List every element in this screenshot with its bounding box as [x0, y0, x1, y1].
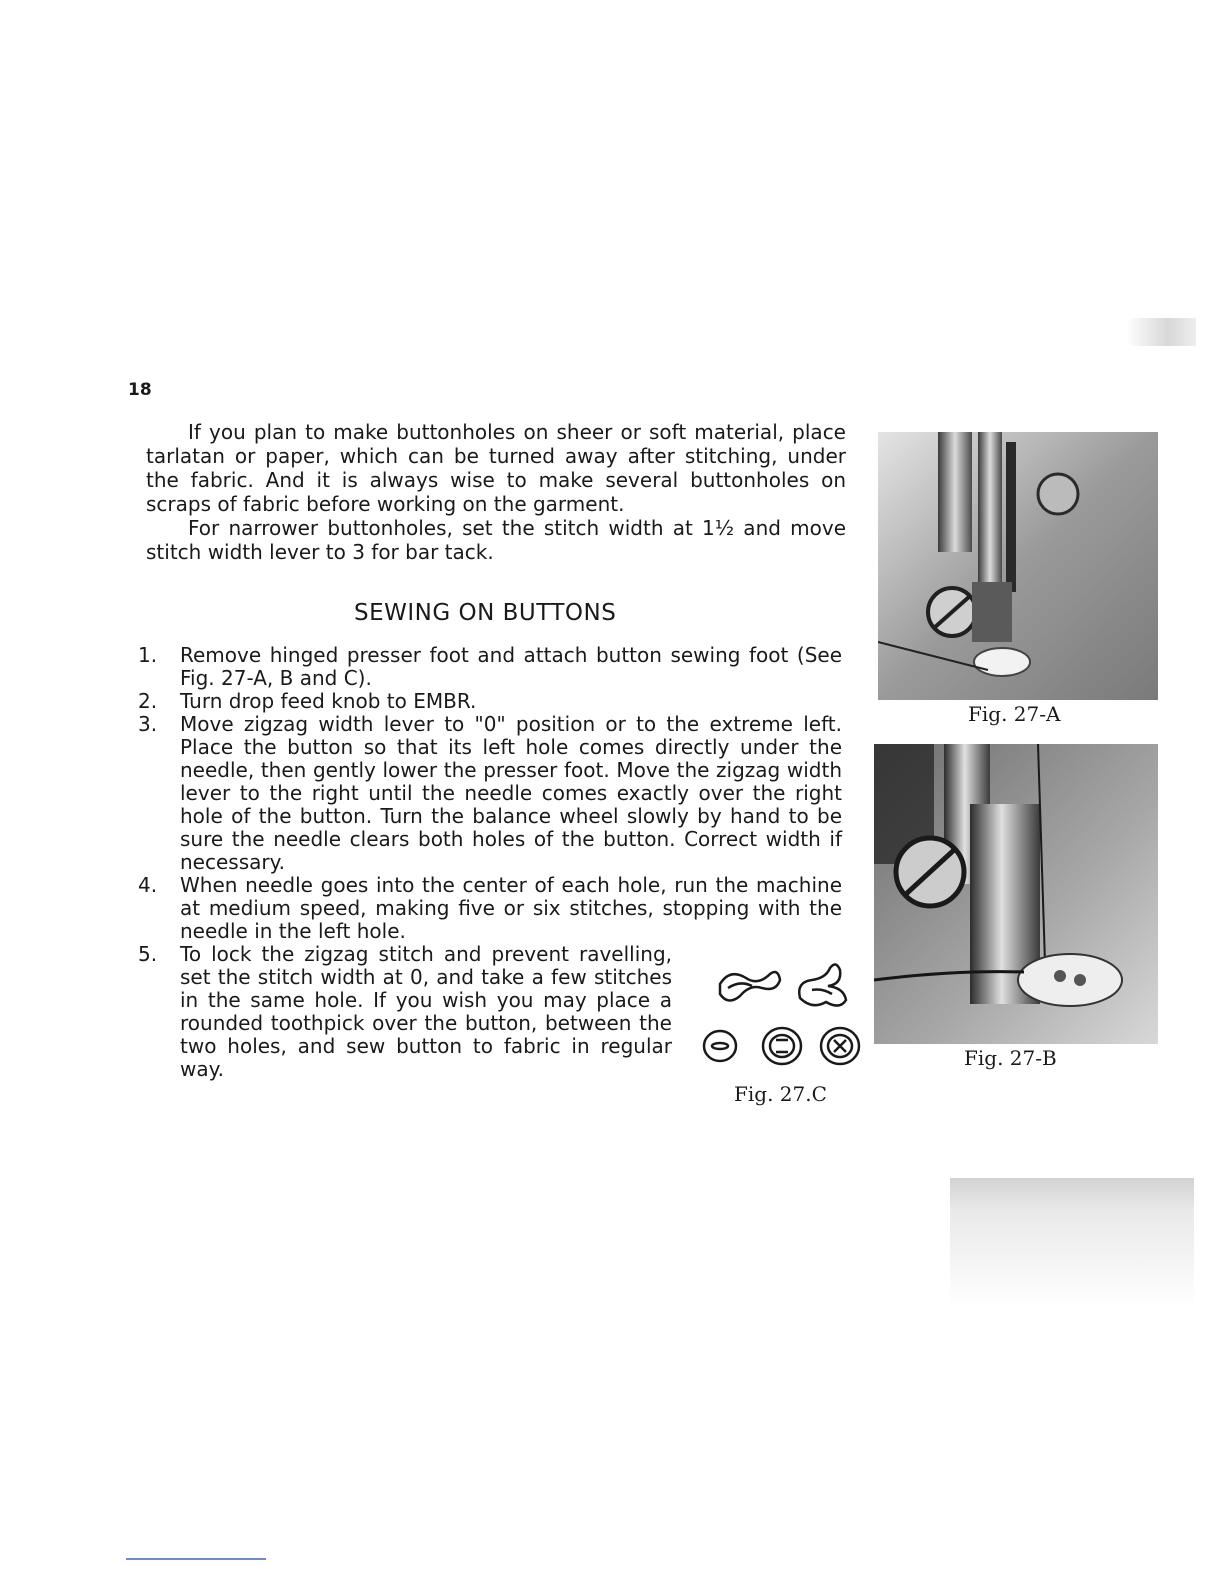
step-1: [138, 644, 842, 690]
section-title: SEWING ON BUTTONS: [354, 600, 617, 626]
figure-27c-caption: Fig. 27.C: [734, 1082, 827, 1106]
step-text: Remove hinged presser foot and attach button sewing foot (See Fig. 27-A, B and C).: [180, 643, 842, 690]
intro-paragraph-2: For narrower buttonholes, set the stitch width at 1½ and move stitch width lever to 3 for bar tack.: [146, 516, 846, 564]
step-number: 2.: [138, 689, 158, 713]
step-number: 1.: [138, 643, 158, 667]
step-4: [138, 874, 842, 943]
step-2: [138, 690, 842, 713]
step-text: Turn drop feed knob to EMBR.: [180, 689, 477, 713]
step-3: [138, 713, 842, 874]
figure-27b-caption: Fig. 27-B: [964, 1046, 1057, 1070]
figure-27b-photo: [874, 744, 1158, 1044]
page-number: 18: [128, 380, 152, 400]
step-number: 3.: [138, 712, 158, 736]
figure-27c-illustration: [700, 954, 864, 1074]
scan-shadow-top: [1126, 318, 1196, 346]
scan-shadow-bottom: [950, 1178, 1194, 1308]
figure-27a-photo: [878, 432, 1158, 700]
step-text: To lock the zigzag stitch and prevent ravelling, set the stitch width at 0, and take a few stitches in the same hole. If you wish you may place a rounded toothpick over the button, between the two holes, and sew button to fabric in regular way.: [180, 942, 672, 1081]
step-5: [138, 943, 672, 1081]
intro-paragraph-1: If you plan to make buttonholes on sheer or soft material, place tarlatan or paper, which can be turned away after stitching, under the fabric. And it is always wise to make several buttonholes on scraps of fabric before working on the garment.: [146, 420, 846, 516]
scan-edge-line: [126, 1558, 266, 1560]
step-number: 4.: [138, 873, 158, 897]
step-text: When needle goes into the center of each hole, run the machine at medium speed, making five or six stitches, stopping with the needle in the left hole.: [180, 873, 842, 943]
step-number: 5.: [138, 942, 158, 966]
figure-27a-caption: Fig. 27-A: [968, 702, 1061, 726]
step-text: Move zigzag width lever to "0" position or to the extreme left. Place the button so that its left hole comes directly under the needle, then gently lower the presser foot. Move the zigzag width lever to the right until the needle comes exactly over the right hole of the button. Turn the balance wheel slowly by hand to be sure the needle clears both holes of the button. Correct width if necessary.: [180, 712, 842, 874]
intro-text: [146, 420, 846, 564]
